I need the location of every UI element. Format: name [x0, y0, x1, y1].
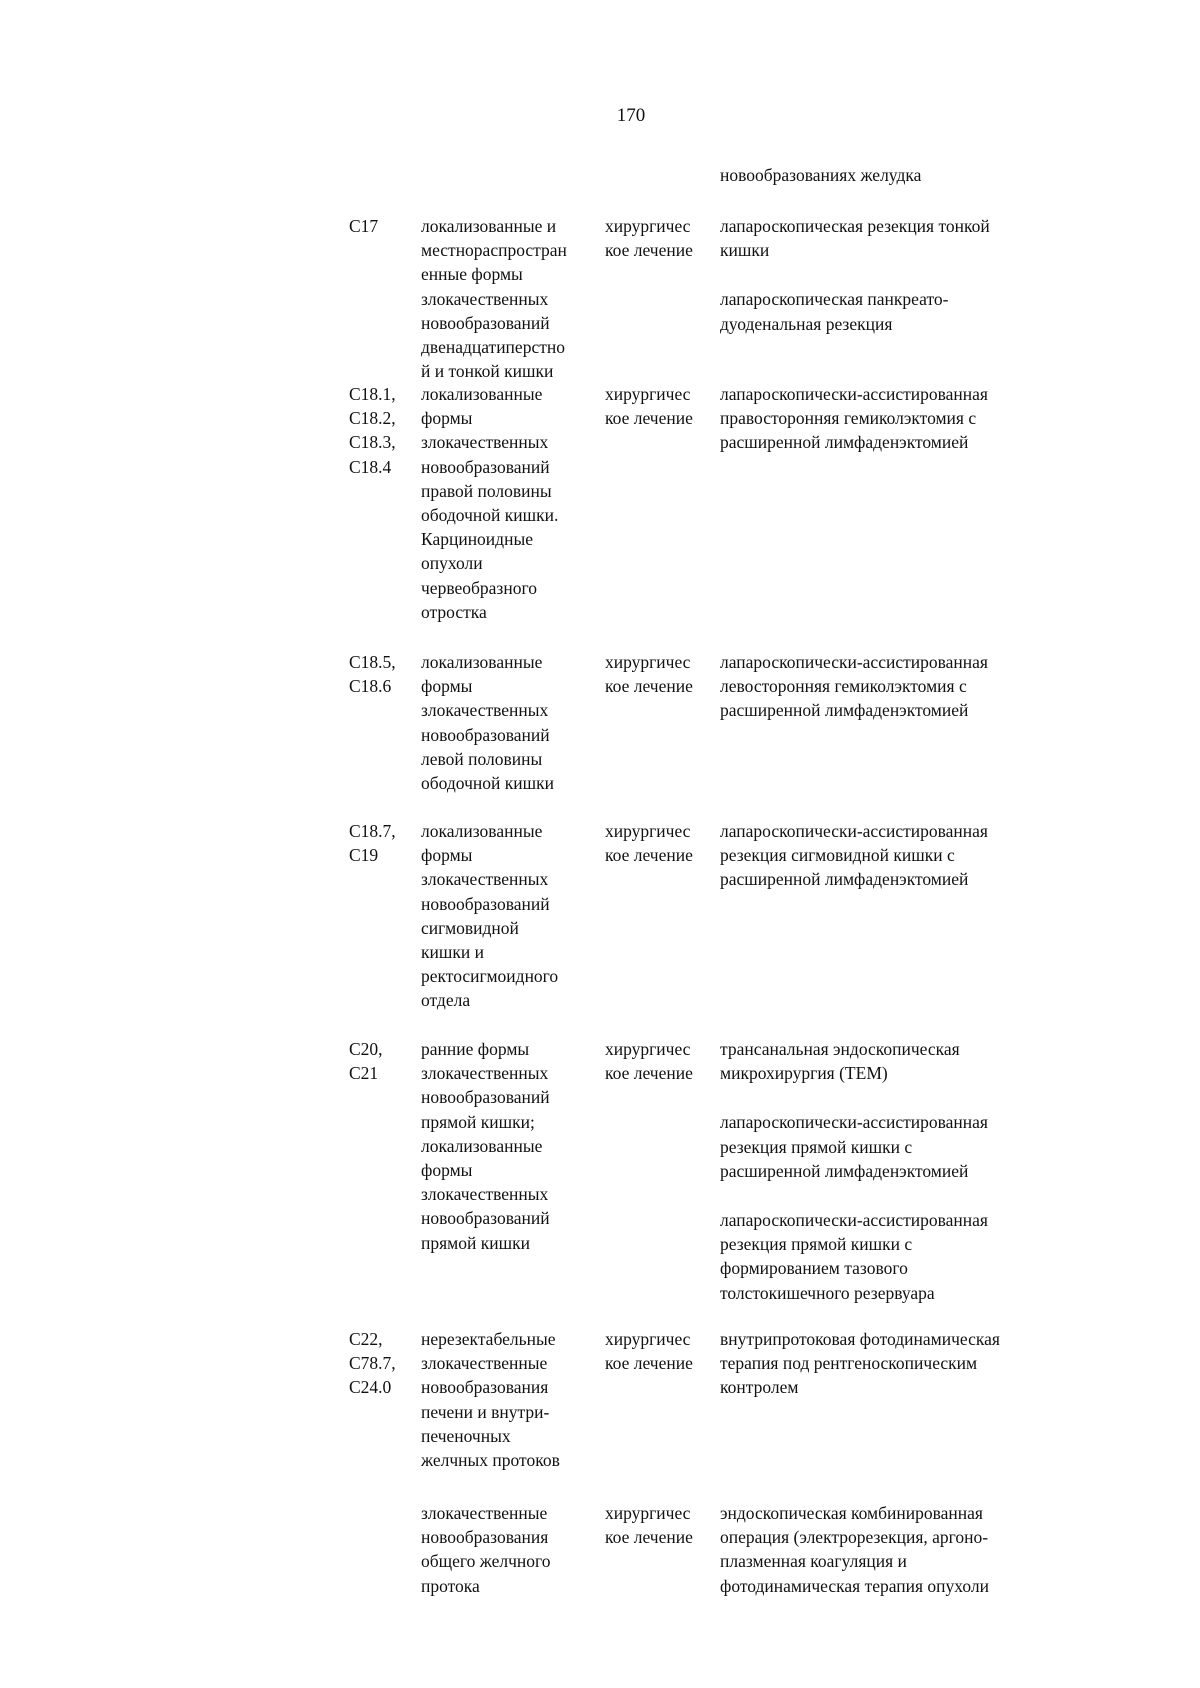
method-paragraph [720, 214, 990, 262]
text-line: расширенной лимфаденэктомией [720, 432, 969, 453]
treatment-type-cell [605, 650, 693, 698]
text-line: C18.7, [349, 821, 396, 841]
text-line: сигмовидной [421, 917, 519, 938]
text-line: новообразований [421, 724, 550, 745]
text-line: правосторонняя гемиколэктомия с [720, 408, 977, 429]
treatment-type-cell [605, 214, 693, 262]
text-line: хирургичес [605, 1039, 691, 1059]
text-line: C18.5, [349, 652, 396, 672]
text-line: злокачественные [421, 1503, 548, 1523]
treatment-method-cell [720, 819, 988, 892]
text-line: кое лечение [605, 1063, 693, 1084]
text-line: правой половины [421, 480, 552, 501]
diagnosis-cell [421, 214, 567, 383]
icd-code-cell [349, 650, 396, 698]
text-line: злокачественных [421, 1184, 549, 1205]
text-line: лапароскопически-ассистированная [720, 652, 988, 672]
text-line: кое лечение [605, 408, 693, 429]
method-paragraph [720, 287, 990, 335]
diagnosis-cell [421, 1327, 560, 1472]
text-line: резекция сигмовидной кишки с [720, 845, 955, 866]
method-paragraph [720, 382, 988, 455]
text-line: C21 [349, 1063, 379, 1084]
text-line: протока [421, 1575, 480, 1596]
text-line: хирургичес [605, 1329, 691, 1349]
text-line: Карциноидные [421, 529, 533, 550]
text-line: й и тонкой кишки [421, 361, 554, 382]
text-line: ободочной кишки. [421, 504, 559, 525]
text-line: левосторонняя гемиколэктомия с [720, 676, 967, 697]
text-line: C20, [349, 1039, 383, 1059]
text-line: злокачественных [421, 288, 549, 309]
page-number: 170 [616, 105, 646, 126]
treatment-method-cell [720, 214, 990, 336]
icd-code-cell [349, 382, 396, 479]
text-line: C24.0 [349, 1377, 392, 1398]
icd-code-cell [349, 1037, 383, 1085]
text-line: лапароскопически-ассистированная [720, 1209, 988, 1230]
text-line: формы [421, 1159, 473, 1180]
text-line: кишки [720, 240, 770, 261]
diagnosis-cell [421, 382, 558, 624]
text-line: ободочной кишки [421, 772, 554, 793]
text-line: новообразований [421, 1087, 550, 1108]
diagnosis-cell [421, 819, 558, 1013]
treatment-method-cell [720, 1037, 988, 1305]
text-line: C22, [349, 1329, 383, 1349]
text-line: C18.4 [349, 456, 392, 477]
text-line: расширенной лимфаденэктомией [720, 869, 969, 890]
text-line: дуоденальная резекция [720, 313, 893, 334]
text-line: C18.2, [349, 408, 396, 429]
treatment-method-cell [720, 650, 988, 723]
text-line: новообразования [421, 1527, 549, 1548]
text-line: отростка [421, 601, 487, 622]
method-paragraph [720, 1327, 1000, 1400]
text-line: C19 [349, 845, 379, 866]
text-line: червеобразного [421, 577, 537, 598]
text-line: локализованные [421, 652, 543, 672]
text-line: злокачественных [421, 1063, 549, 1084]
text-line: нерезектабельные [421, 1329, 556, 1349]
text-line: лапароскопически-ассистированная [720, 384, 988, 404]
text-line: хирургичес [605, 821, 691, 841]
text-line: двенадцатиперстно [421, 336, 565, 357]
text-line: прямой кишки [421, 1232, 530, 1253]
text-line: местнораспростран [421, 240, 567, 261]
text-line: резекция прямой кишки с [720, 1136, 913, 1157]
text-line: C18.1, [349, 384, 396, 404]
text-line: злокачественные [421, 1353, 548, 1374]
text-line: прямой кишки; [421, 1111, 535, 1132]
diagnosis-cell [421, 1501, 551, 1598]
diagnosis-cell [421, 1037, 550, 1255]
text-line: ректосигмоидного [421, 966, 559, 987]
text-line: хирургичес [605, 652, 691, 672]
text-line: резекция прямой кишки с [720, 1234, 913, 1255]
text-line: C78.7, [349, 1353, 396, 1374]
treatment-type-cell [605, 819, 693, 867]
text-line: формированием тазового [720, 1258, 908, 1279]
text-line: злокачественных [421, 432, 549, 453]
text-line: ранние формы [421, 1039, 530, 1059]
text-line: формы [421, 676, 473, 697]
text-line: формы [421, 845, 473, 866]
text-line: трансанальная эндоскопическая [720, 1039, 960, 1059]
text-line: енные формы [421, 264, 523, 285]
text-line: новообразования [421, 1377, 549, 1398]
text-line: лапароскопическая панкреато- [720, 289, 949, 310]
text-line: локализованные [421, 821, 543, 841]
text-line: фотодинамическая терапия опухоли [720, 1575, 989, 1596]
treatment-type-cell [605, 382, 693, 430]
text-line: кое лечение [605, 240, 693, 261]
text-line: плазменная коагуляция и [720, 1551, 907, 1572]
method-paragraph [720, 1110, 988, 1183]
text-line: лапароскопическая резекция тонкой [720, 216, 990, 236]
treatment-method-cell [720, 1501, 989, 1598]
text-line: новообразований [421, 312, 550, 333]
method-paragraph [720, 819, 988, 892]
text-line: кое лечение [605, 676, 693, 697]
treatment-type-cell [605, 1501, 693, 1549]
text-line: отдела [421, 990, 471, 1011]
text-line: локализованные [421, 384, 543, 404]
treatment-type-cell [605, 1037, 693, 1085]
text-line: кишки и [421, 941, 484, 962]
text-line: контролем [720, 1377, 799, 1398]
text-line: формы [421, 408, 473, 429]
icd-code-cell [349, 819, 396, 867]
continued-text: новообразованиях желудка [720, 165, 922, 185]
text-line: локализованные и [421, 216, 557, 236]
text-line: лапароскопически-ассистированная [720, 1112, 988, 1133]
text-line: расширенной лимфаденэктомией [720, 700, 969, 721]
text-line: толстокишечного резервуара [720, 1282, 935, 1303]
text-line: злокачественных [421, 700, 549, 721]
text-line: кое лечение [605, 1527, 693, 1548]
text-line: новообразований [421, 893, 550, 914]
text-line: эндоскопическая комбинированная [720, 1503, 983, 1523]
text-line: опухоли [421, 553, 483, 574]
treatment-method-cell [720, 1327, 1000, 1400]
icd-code-cell [349, 214, 378, 238]
diagnosis-cell [421, 650, 554, 795]
method-paragraph [720, 1037, 988, 1085]
method-paragraph [720, 1208, 988, 1305]
text-line: злокачественных [421, 869, 549, 890]
text-line: C18.3, [349, 432, 396, 453]
text-line: кое лечение [605, 1353, 693, 1374]
text-line: печени и внутри- [421, 1401, 550, 1422]
text-line: новообразований [421, 1208, 550, 1229]
text-line: хирургичес [605, 1503, 691, 1523]
text-line: хирургичес [605, 216, 691, 236]
treatment-method-cell [720, 382, 988, 455]
treatment-type-cell [605, 1327, 693, 1375]
text-line: новообразований [421, 456, 550, 477]
text-line: расширенной лимфаденэктомией [720, 1160, 969, 1181]
text-line: общего желчного [421, 1551, 551, 1572]
icd-code-cell [349, 1327, 396, 1400]
text-line: левой половины [421, 748, 543, 769]
text-line: желчных протоков [421, 1449, 560, 1470]
text-line: хирургичес [605, 384, 691, 404]
text-line: микрохирургия (ТЕМ) [720, 1063, 888, 1084]
text-line: внутрипротоковая фотодинамическая [720, 1329, 1000, 1349]
text-line: лапароскопически-ассистированная [720, 821, 988, 841]
text-line: операция (электрорезекция, аргоно- [720, 1527, 989, 1548]
text-line: печеночных [421, 1425, 511, 1446]
method-paragraph [720, 650, 988, 723]
method-paragraph [720, 1501, 989, 1598]
text-line: C18.6 [349, 676, 392, 697]
text-line: C17 [349, 216, 379, 236]
text-line: кое лечение [605, 845, 693, 866]
text-line: терапия под рентгеноскопическим [720, 1353, 978, 1374]
text-line: локализованные [421, 1135, 543, 1156]
